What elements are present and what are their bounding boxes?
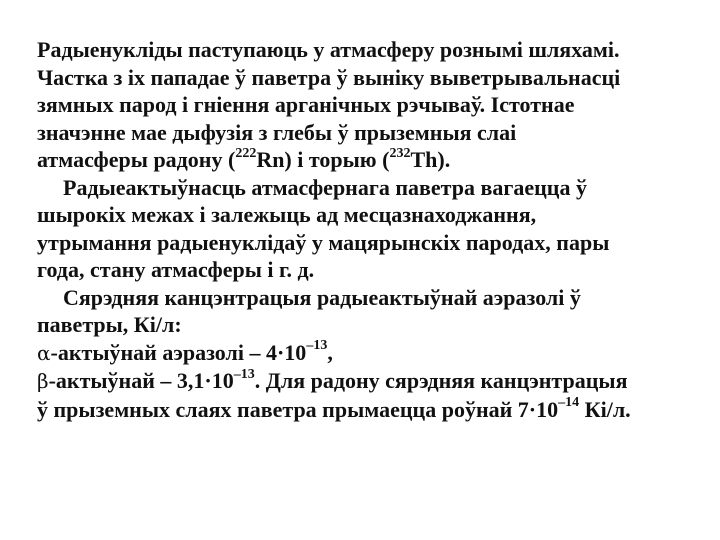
text-line: Радыенукліды паступаюць у атмасферу рознымі шляхамі.: [37, 37, 620, 62]
alpha-symbol: α: [37, 340, 51, 365]
mass-number-thorium: 232: [389, 145, 411, 161]
text-line: шырокіх межах і залежыць ад месцазнаходжання,: [37, 202, 537, 227]
text-line: года, стану атмасферы і г. д.: [37, 257, 315, 282]
exponent: –13: [306, 338, 328, 354]
text-line: паветры, Кі/л:: [37, 312, 182, 337]
text-fragment: ў прыземных слаях паветра прымаецца роўнай 7·10: [37, 396, 559, 422]
text-line: зямных парод і гніення арганічных рэчываў. Істотнае: [37, 92, 575, 117]
mass-number-radon: 222: [235, 145, 257, 161]
beta-line: [37, 367, 717, 396]
text-fragment: -актыўнай – 3,1·10: [48, 368, 234, 393]
last-line: [37, 396, 717, 424]
text-fragment: . Для радону сярэдняя канцэнтрацыя: [254, 368, 628, 393]
beta-symbol: β: [37, 369, 49, 393]
text-fragment: атмасферы радону (: [37, 147, 236, 172]
text-line: Сярэдняя канцэнтрацыя радыеактыўнай аэразолі ў: [63, 284, 581, 310]
exponent: –14: [558, 395, 580, 411]
text-fragment: Rn) і торыю (: [256, 147, 390, 172]
body-text: [37, 36, 717, 423]
alpha-line: [37, 339, 717, 368]
text-fragment: -актыўнай аэразолі – 4·10: [50, 339, 307, 365]
text-line: Радыеактыўнасць атмасфернага паветра вагаецца ў: [63, 174, 587, 200]
text-fragment: Th).: [410, 147, 451, 172]
text-line-isotopes: [37, 146, 717, 174]
exponent: –13: [233, 366, 255, 382]
text-line: Частка з іх пападае ў паветра ў выніку выветрывальнасці: [37, 64, 621, 90]
text-line: утрымання радыенуклідаў у мацярынскіх пародах, пары: [37, 229, 610, 255]
text-line: значэнне мае дыфузія з глебы ў прыземныя слаі: [37, 119, 517, 145]
text-fragment: Кі/л.: [579, 396, 631, 422]
text-fragment: ,: [327, 339, 333, 365]
